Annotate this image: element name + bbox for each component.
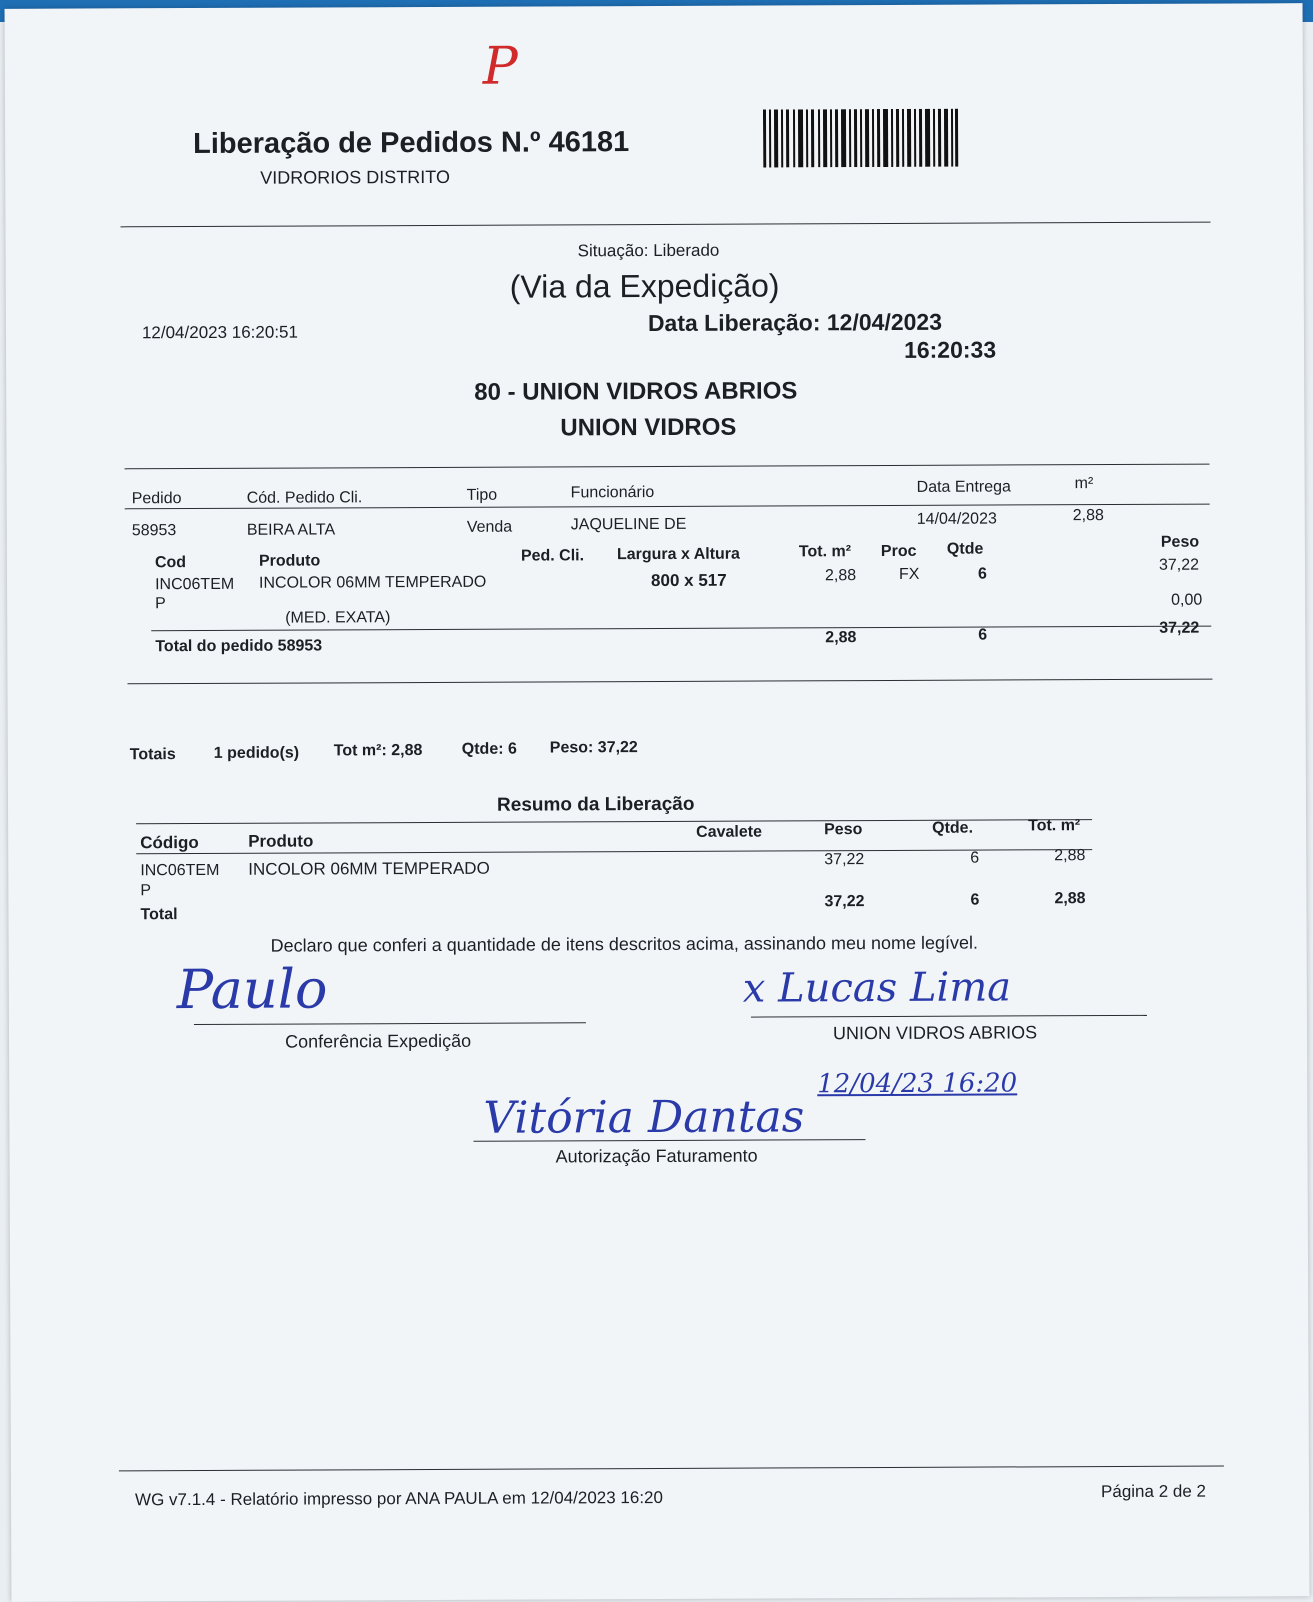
item-header-qtde: Qtde: [946, 540, 984, 558]
item-header-tot-m2: Tot. m²: [798, 543, 852, 561]
item-header-largura-altura: Largura x Altura: [616, 545, 740, 564]
page-title: Liberação de Pedidos N.º 46181: [193, 126, 630, 161]
release-time: 16:20:33: [903, 336, 997, 363]
item-header-produto: Produto: [258, 552, 321, 570]
summary-total-peso: 37,22: [824, 893, 865, 911]
totals-qtde: Qtde: 6: [461, 740, 517, 758]
via-label: (Via da Expedição): [509, 267, 780, 305]
summary-header-peso: Peso: [824, 821, 863, 839]
summary-header-tot-m2: Tot. m²: [1028, 817, 1081, 835]
col-header-pedido: Pedido: [131, 490, 182, 508]
summary-peso: 37,22: [824, 851, 865, 869]
item-header-ped-cli: Ped. Cli.: [520, 547, 585, 565]
client-short-name: UNION VIDROS: [560, 413, 737, 442]
item-header-proc: Proc: [880, 542, 917, 561]
item-note: (MED. EXATA): [285, 609, 391, 627]
status-text: Situação: Liberado: [577, 240, 720, 261]
signature-conferencia: Paulo: [176, 957, 328, 1022]
signature-label-autorizacao: Autorização Faturamento: [555, 1145, 758, 1167]
item-header-cod: Cod: [154, 554, 187, 572]
order-total-m2: 2,88: [825, 629, 857, 647]
col-header-funcionario: Funcionário: [570, 484, 655, 502]
item-dimensions: 800 x 517: [650, 570, 727, 591]
signature-label-cliente: UNION VIDROS ABRIOS: [832, 1022, 1038, 1044]
col-header-tipo: Tipo: [466, 486, 498, 504]
summary-header-produto: Produto: [248, 831, 314, 851]
summary-title: Resumo da Liberação: [496, 793, 695, 816]
item-peso-secondary: 0,00: [1171, 591, 1203, 609]
delivery-date: 14/04/2023: [916, 510, 997, 528]
order-total-peso: 37,22: [1159, 619, 1200, 637]
signature-cliente: x Lucas Lima: [742, 964, 1012, 1012]
summary-header-qtde: Qtde.: [932, 819, 974, 837]
item-product: INCOLOR 06MM TEMPERADO: [259, 573, 487, 592]
item-peso: 37,22: [1158, 556, 1200, 574]
handwritten-mark: P: [482, 36, 518, 97]
totals-peso: Peso: 37,22: [549, 739, 638, 757]
order-total-label: Total do pedido 58953: [155, 637, 323, 656]
signature-autorizacao: Vitória Dantas: [483, 1091, 805, 1144]
summary-header-codigo: Código: [140, 833, 199, 853]
totals-m2: Tot m²: 2,88: [333, 742, 423, 760]
summary-qtde: 6: [970, 849, 980, 867]
item-code: INC06TEM: [155, 575, 235, 594]
client-name: 80 - UNION VIDROS ABRIOS: [474, 377, 798, 406]
summary-total-tot-m2: 2,88: [1054, 890, 1086, 908]
footer-rule: [119, 1466, 1224, 1472]
item-code-wrap: P: [155, 595, 166, 613]
item-header-peso: Peso: [1160, 533, 1200, 551]
signature-line-cliente: [751, 1015, 1147, 1018]
client-order-code: BEIRA ALTA: [246, 521, 336, 539]
footer-print-info: WG v7.1.4 - Relatório impresso por ANA PAULA em 12/04/2023 16:20: [134, 1487, 663, 1510]
printed-timestamp: 12/04/2023 16:20:51: [141, 322, 298, 343]
signature-label-conferencia: Conferência Expedição: [284, 1030, 472, 1052]
divider: [120, 222, 1210, 228]
summary-total-qtde: 6: [970, 891, 980, 909]
summary-total-label: Total: [140, 906, 178, 924]
col-header-data-entrega: Data Entrega: [916, 478, 1011, 496]
summary-tot-m2: 2,88: [1054, 847, 1086, 865]
summary-header-cavalete: Cavalete: [696, 823, 762, 841]
document-page: [5, 3, 1310, 1602]
table-top-rule: [125, 464, 1210, 470]
totals-orders: 1 pedido(s): [213, 744, 300, 762]
company-name: VIDRORIOS DISTRITO: [260, 166, 450, 188]
page-number: Página 2 de 2: [1100, 1481, 1206, 1502]
table-bottom-rule: [127, 679, 1212, 685]
signature-line-conferencia: [194, 1022, 586, 1025]
declaration-text: Declaro que conferi a quantidade de itens descritos acima, assinando meu nome legível.: [270, 932, 979, 956]
order-type: Venda: [466, 518, 513, 536]
order-number: 58953: [131, 522, 177, 540]
summary-code-wrap: P: [140, 882, 152, 900]
summary-code: INC06TEM: [140, 861, 220, 880]
totals-label: Totais: [129, 746, 176, 764]
col-header-cod-cli: Cód. Pedido Cli.: [246, 489, 363, 507]
summary-product: INCOLOR 06MM TEMPERADO: [248, 858, 490, 879]
release-date: Data Liberação: 12/04/2023: [647, 308, 943, 337]
barcode: [763, 109, 959, 168]
item-proc: FX: [898, 565, 920, 583]
item-qtde: 6: [977, 565, 987, 583]
col-header-m2: m²: [1074, 475, 1094, 493]
item-tot-m2: 2,88: [824, 567, 857, 585]
order-total-qtde: 6: [978, 626, 988, 644]
order-m2: 2,88: [1072, 507, 1104, 525]
handwritten-date: 12/04/23 16:20: [817, 1068, 1018, 1100]
employee-name: JAQUELINE DE: [570, 515, 687, 534]
